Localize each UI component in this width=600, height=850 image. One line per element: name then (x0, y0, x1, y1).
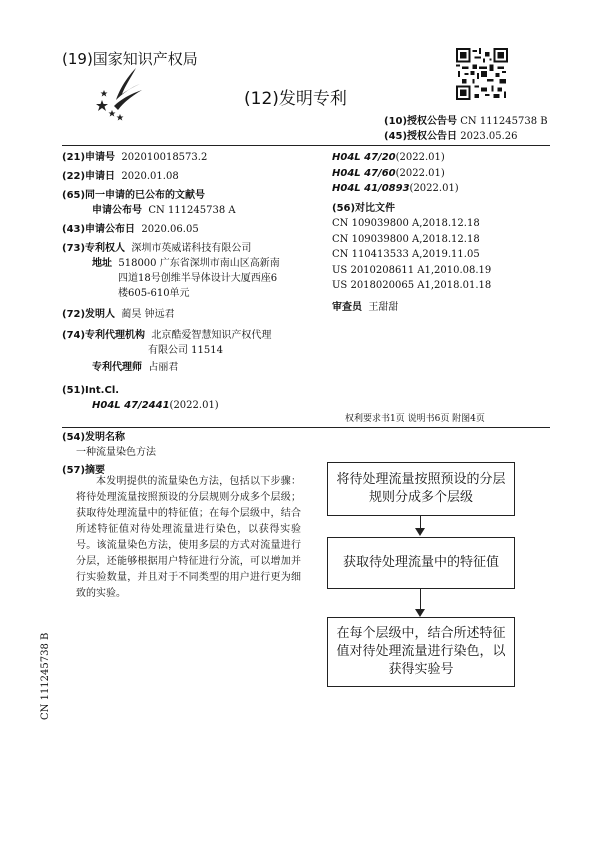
app-pub-no-label: 申请公布号 (92, 205, 142, 216)
page-counts: 权利要求书1页 说明书6页 附图4页 (345, 414, 485, 424)
title-label: (54)发明名称 (62, 432, 126, 443)
reference-item: CN 109039800 A,2018.12.18 (332, 218, 480, 229)
inventor-label: (72)发明人 (62, 309, 116, 320)
invention-title: 一种流量染色方法 (76, 447, 156, 458)
class-item (332, 181, 552, 197)
app-pub-date: 2020.06.05 (141, 224, 199, 235)
flow-step-3: 在每个层级中，结合所述特征值对待处理流量进行染色，以获得实验号 (327, 617, 515, 687)
cnipa-logo-icon (96, 66, 154, 124)
agency: 北京酷爱智慧知识产权代理 (151, 330, 272, 341)
bibliographic-left (62, 150, 312, 413)
side-publication-number: CN 111245738 B (40, 632, 51, 720)
intcl-label: (51)Int.Cl. (62, 385, 120, 396)
publication-info (384, 114, 548, 144)
office-name: (19)国家知识产权局 (62, 50, 198, 68)
grant-pub-no-label: (10)授权公告号 (384, 116, 458, 127)
qr-code-icon (456, 48, 508, 100)
app-date-label: (22)申请日 (62, 171, 116, 182)
bibliographic-right (332, 150, 552, 315)
intcl-code: H04L 47/2441 (92, 400, 170, 411)
address-line: 四道18号创维半导体设计大厦西座6 (118, 273, 278, 284)
reference-item: CN 109039800 A,2018.12.18 (332, 233, 480, 245)
intcl-date: (2022.01) (169, 400, 219, 411)
reference-item: US 2018020065 A1,2018.01.18 (332, 280, 492, 291)
grant-pub-date: 2023.05.26 (460, 131, 518, 142)
address-line: 楼605-610单元 (118, 288, 190, 299)
section-divider (62, 427, 550, 428)
app-pub-no: CN 111245738 A (148, 205, 236, 216)
abstract-label: (57)摘要 (62, 465, 106, 476)
app-no: 202010018573.2 (121, 152, 208, 163)
inventors: 蔺昊 钟远君 (121, 309, 175, 320)
reference-item: US 2010208611 A1,2010.08.19 (332, 264, 492, 276)
class-item (332, 150, 552, 166)
flow-arrow (420, 589, 421, 611)
grant-pub-date-label: (45)授权公告日 (384, 131, 458, 142)
class-code: H04L 47/60 (332, 167, 396, 179)
class-code: H04L 41/0893 (332, 183, 410, 194)
address-line: 518000 广东省深圳市南山区高新南 (118, 258, 280, 269)
patentee: 深圳市英威诺科技有限公司 (131, 243, 252, 254)
refs-label: (56)对比文件 (332, 202, 396, 214)
class-date: (2022.01) (395, 152, 445, 163)
reference-list (332, 216, 552, 294)
class-date: (2022.01) (395, 167, 445, 179)
document-type: (12)发明专利 (244, 89, 347, 109)
agency-label: (74)专利代理机构 (62, 330, 146, 341)
patentee-label: (73)专利权人 (62, 243, 126, 254)
title-section (62, 430, 312, 478)
examiner: 王甜甜 (368, 301, 399, 313)
address-label: 地址 (92, 258, 112, 269)
grant-pub-no: CN 111245738 B (460, 116, 548, 127)
class-code: H04L 47/20 (332, 152, 396, 163)
app-pub-date-label: (43)申请公布日 (62, 224, 136, 235)
header-divider (62, 145, 550, 146)
agency: 有限公司 11514 (148, 345, 223, 356)
reference-item: CN 110413533 A,2019.11.05 (332, 249, 480, 260)
examiner-label: 审查员 (332, 301, 362, 313)
class-date: (2022.01) (409, 183, 459, 194)
flow-step-2: 获取待处理流量中的特征值 (327, 537, 515, 589)
app-no-label: (21)申请号 (62, 152, 116, 163)
prior-pub-label: (65)同一申请的已公布的文献号 (62, 190, 206, 201)
agent-label: 专利代理师 (92, 362, 142, 373)
abstract-text: 本发明提供的流量染色方法，包括以下步骤：将待处理流量按照预设的分层规则分成多个层级；获取待处理流量中的特征值；在每个层级中，结合所述特征值对待处理流量进行染色，以获得实验号。该流量染色方法，使用多层的方式对流量进行分层，还能够根据用户特征进行分流，可以增加并行实验数量，并且对于不同类型的用户进行更为细致的实验。 (76, 476, 301, 599)
class-list (332, 150, 552, 197)
agent: 占丽君 (148, 362, 179, 373)
flow-arrow-head (415, 609, 425, 617)
class-item (332, 166, 552, 182)
flow-arrow-head (415, 528, 425, 536)
flow-step-1: 将待处理流量按照预设的分层规则分成多个层级 (327, 462, 515, 516)
app-date: 2020.01.08 (121, 171, 179, 182)
